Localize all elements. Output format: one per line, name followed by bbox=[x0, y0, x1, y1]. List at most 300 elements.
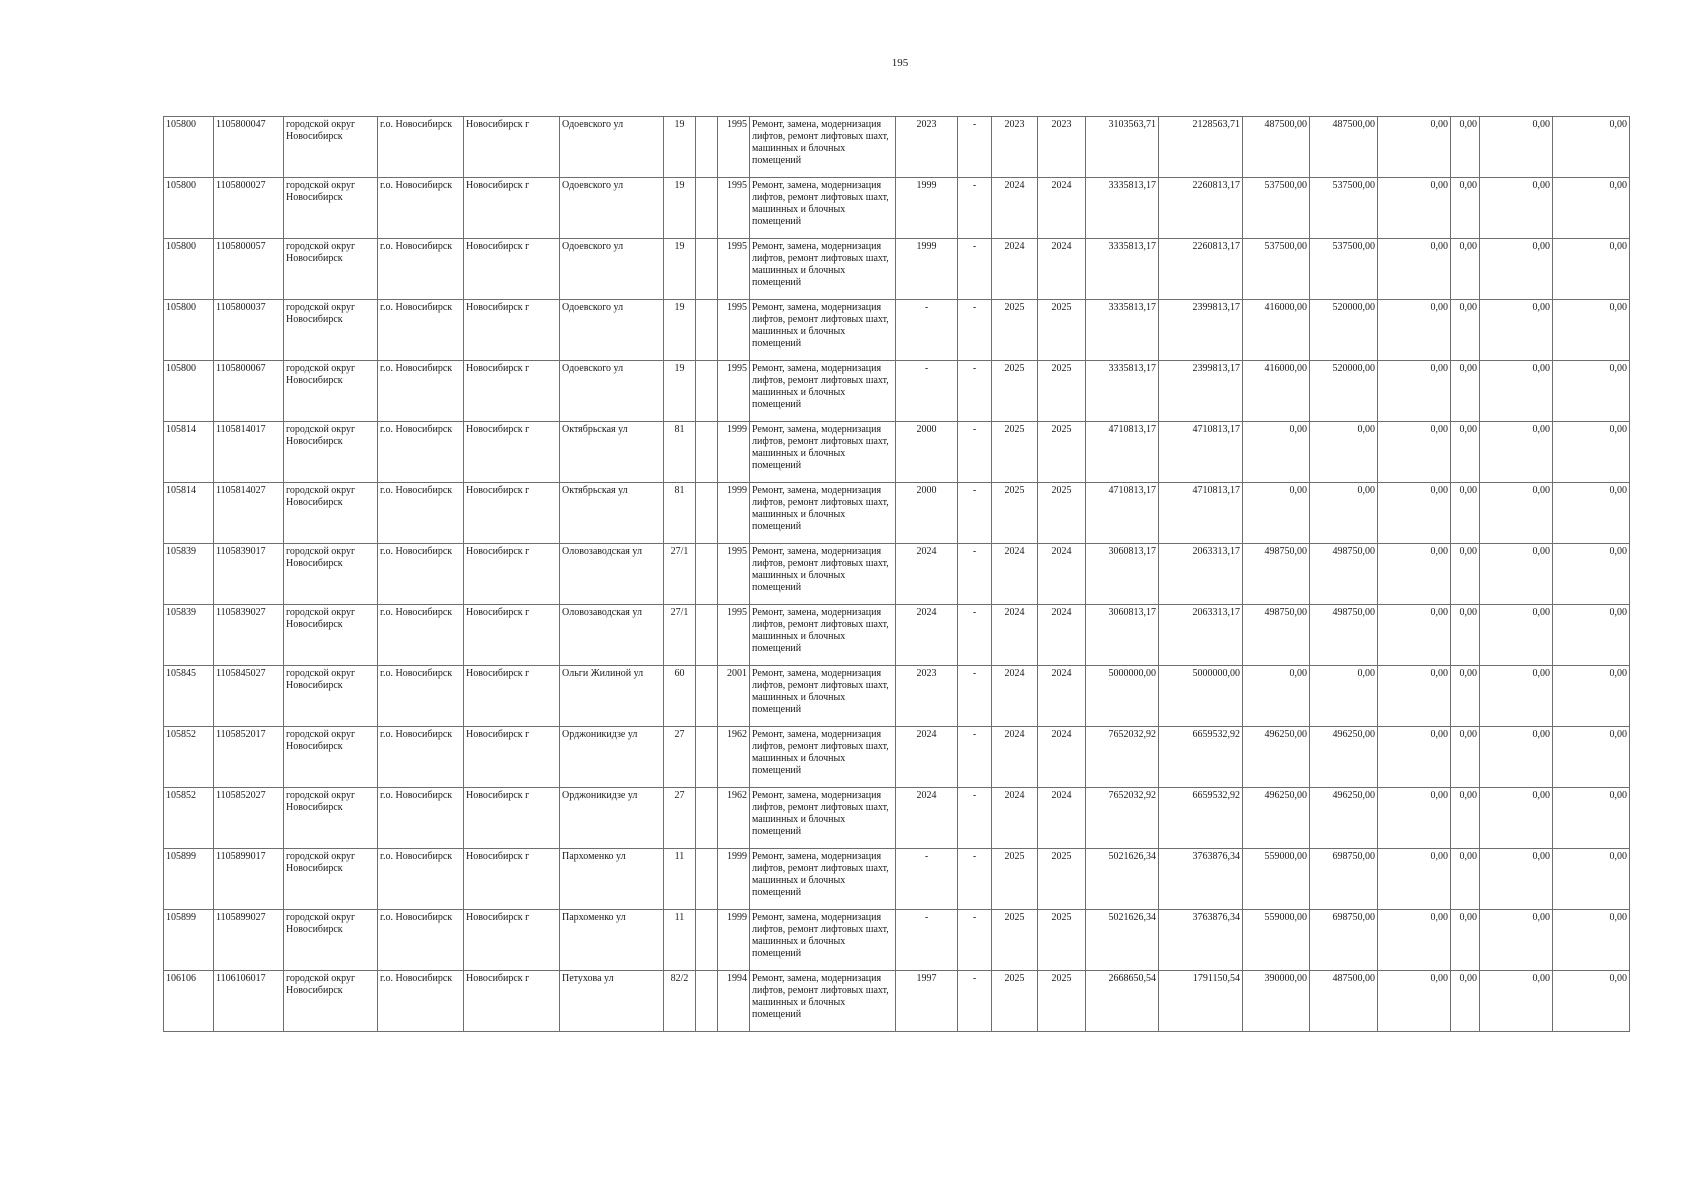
dash-cell: - bbox=[958, 910, 992, 971]
owner-cost-cell: 487500,00 bbox=[1310, 117, 1378, 178]
owner-cost-cell: 698750,00 bbox=[1310, 849, 1378, 910]
budget-cost-cell: 559000,00 bbox=[1243, 910, 1310, 971]
extra-cost-3-cell: 0,00 bbox=[1480, 849, 1553, 910]
settlement-cell: г.о. Новосибирск bbox=[378, 971, 464, 1032]
total-cost-cell: 2668650,54 bbox=[1086, 971, 1159, 1032]
dash-cell: - bbox=[958, 849, 992, 910]
plan-year-end-cell: 2025 bbox=[1038, 971, 1086, 1032]
budget-cost-cell: 498750,00 bbox=[1243, 544, 1310, 605]
last-repair-year-cell: - bbox=[896, 361, 958, 422]
construction-year-cell: 1999 bbox=[718, 483, 750, 544]
budget-cost-cell: 0,00 bbox=[1243, 483, 1310, 544]
house-number-cell: 60 bbox=[664, 666, 696, 727]
total-cost-cell: 5021626,34 bbox=[1086, 910, 1159, 971]
settlement-cell: г.о. Новосибирск bbox=[378, 361, 464, 422]
city-cell: Новосибирск г bbox=[464, 910, 560, 971]
extra-cost-1-cell: 0,00 bbox=[1378, 422, 1451, 483]
extra-cost-3-cell: 0,00 bbox=[1480, 422, 1553, 483]
plan-year-start-cell: 2025 bbox=[992, 483, 1038, 544]
extra-cost-4-cell: 0,00 bbox=[1553, 971, 1630, 1032]
plan-year-start-cell: 2024 bbox=[992, 727, 1038, 788]
last-repair-year-cell: 1999 bbox=[896, 178, 958, 239]
settlement-cell: г.о. Новосибирск bbox=[378, 788, 464, 849]
settlement-cell: г.о. Новосибирск bbox=[378, 544, 464, 605]
house-id-cell: 105800 bbox=[164, 300, 214, 361]
extra-cost-3-cell: 0,00 bbox=[1480, 300, 1553, 361]
table-row bbox=[164, 117, 1630, 178]
table-row bbox=[164, 361, 1630, 422]
owner-cost-cell: 496250,00 bbox=[1310, 788, 1378, 849]
dash-cell: - bbox=[958, 117, 992, 178]
building-cell bbox=[696, 117, 718, 178]
house-id-cell: 105899 bbox=[164, 910, 214, 971]
table-row bbox=[164, 483, 1630, 544]
plan-year-end-cell: 2025 bbox=[1038, 849, 1086, 910]
house-number-cell: 82/2 bbox=[664, 971, 696, 1032]
plan-year-end-cell: 2024 bbox=[1038, 727, 1086, 788]
municipality-cell: городской округ Новосибирск bbox=[284, 666, 378, 727]
work-description-cell: Ремонт, замена, модернизация лифтов, ремонт лифтовых шахт, машинных и блочных помещений bbox=[750, 544, 896, 605]
house-number-cell: 81 bbox=[664, 422, 696, 483]
construction-year-cell: 1995 bbox=[718, 178, 750, 239]
dash-cell: - bbox=[958, 239, 992, 300]
table-row bbox=[164, 849, 1630, 910]
construction-year-cell: 1999 bbox=[718, 910, 750, 971]
dash-cell: - bbox=[958, 422, 992, 483]
fund-cost-cell: 3763876,34 bbox=[1159, 849, 1243, 910]
house-number-cell: 27 bbox=[664, 788, 696, 849]
page-number: 195 bbox=[891, 57, 909, 69]
fund-cost-cell: 4710813,17 bbox=[1159, 483, 1243, 544]
building-cell bbox=[696, 361, 718, 422]
budget-cost-cell: 496250,00 bbox=[1243, 788, 1310, 849]
fund-cost-cell: 2260813,17 bbox=[1159, 178, 1243, 239]
table-row bbox=[164, 910, 1630, 971]
element-id-cell: 1105899017 bbox=[214, 849, 284, 910]
plan-year-start-cell: 2024 bbox=[992, 605, 1038, 666]
settlement-cell: г.о. Новосибирск bbox=[378, 605, 464, 666]
table-row bbox=[164, 178, 1630, 239]
dash-cell: - bbox=[958, 300, 992, 361]
plan-year-end-cell: 2024 bbox=[1038, 178, 1086, 239]
table-row bbox=[164, 422, 1630, 483]
plan-year-start-cell: 2024 bbox=[992, 666, 1038, 727]
extra-cost-3-cell: 0,00 bbox=[1480, 239, 1553, 300]
last-repair-year-cell: 1999 bbox=[896, 239, 958, 300]
last-repair-year-cell: 1997 bbox=[896, 971, 958, 1032]
house-number-cell: 11 bbox=[664, 849, 696, 910]
work-description-cell: Ремонт, замена, модернизация лифтов, ремонт лифтовых шахт, машинных и блочных помещений bbox=[750, 239, 896, 300]
table-row bbox=[164, 666, 1630, 727]
building-cell bbox=[696, 544, 718, 605]
house-id-cell: 105839 bbox=[164, 544, 214, 605]
plan-year-end-cell: 2025 bbox=[1038, 361, 1086, 422]
city-cell: Новосибирск г bbox=[464, 666, 560, 727]
work-description-cell: Ремонт, замена, модернизация лифтов, ремонт лифтовых шахт, машинных и блочных помещений bbox=[750, 117, 896, 178]
extra-cost-4-cell: 0,00 bbox=[1553, 178, 1630, 239]
municipality-cell: городской округ Новосибирск bbox=[284, 849, 378, 910]
element-id-cell: 1105800067 bbox=[214, 361, 284, 422]
plan-year-start-cell: 2025 bbox=[992, 422, 1038, 483]
street-cell: Пархоменко ул bbox=[560, 849, 664, 910]
extra-cost-1-cell: 0,00 bbox=[1378, 666, 1451, 727]
house-number-cell: 81 bbox=[664, 483, 696, 544]
plan-year-start-cell: 2025 bbox=[992, 849, 1038, 910]
street-cell: Октябрьская ул bbox=[560, 422, 664, 483]
owner-cost-cell: 498750,00 bbox=[1310, 544, 1378, 605]
budget-cost-cell: 496250,00 bbox=[1243, 727, 1310, 788]
budget-cost-cell: 487500,00 bbox=[1243, 117, 1310, 178]
extra-cost-3-cell: 0,00 bbox=[1480, 361, 1553, 422]
city-cell: Новосибирск г bbox=[464, 117, 560, 178]
budget-cost-cell: 416000,00 bbox=[1243, 300, 1310, 361]
last-repair-year-cell: 2000 bbox=[896, 483, 958, 544]
element-id-cell: 1105845027 bbox=[214, 666, 284, 727]
fund-cost-cell: 1791150,54 bbox=[1159, 971, 1243, 1032]
house-number-cell: 19 bbox=[664, 117, 696, 178]
extra-cost-2-cell: 0,00 bbox=[1451, 788, 1480, 849]
budget-cost-cell: 416000,00 bbox=[1243, 361, 1310, 422]
extra-cost-1-cell: 0,00 bbox=[1378, 605, 1451, 666]
total-cost-cell: 3060813,17 bbox=[1086, 544, 1159, 605]
building-cell bbox=[696, 788, 718, 849]
last-repair-year-cell: 2024 bbox=[896, 544, 958, 605]
budget-cost-cell: 0,00 bbox=[1243, 422, 1310, 483]
plan-year-start-cell: 2025 bbox=[992, 910, 1038, 971]
building-cell bbox=[696, 605, 718, 666]
extra-cost-2-cell: 0,00 bbox=[1451, 361, 1480, 422]
extra-cost-3-cell: 0,00 bbox=[1480, 971, 1553, 1032]
extra-cost-4-cell: 0,00 bbox=[1553, 849, 1630, 910]
extra-cost-4-cell: 0,00 bbox=[1553, 605, 1630, 666]
street-cell: Орджоникидзе ул bbox=[560, 788, 664, 849]
house-id-cell: 105800 bbox=[164, 239, 214, 300]
total-cost-cell: 5000000,00 bbox=[1086, 666, 1159, 727]
house-id-cell: 105800 bbox=[164, 178, 214, 239]
plan-year-start-cell: 2023 bbox=[992, 117, 1038, 178]
street-cell: Октябрьская ул bbox=[560, 483, 664, 544]
budget-cost-cell: 537500,00 bbox=[1243, 239, 1310, 300]
extra-cost-2-cell: 0,00 bbox=[1451, 422, 1480, 483]
city-cell: Новосибирск г bbox=[464, 178, 560, 239]
extra-cost-1-cell: 0,00 bbox=[1378, 727, 1451, 788]
fund-cost-cell: 2399813,17 bbox=[1159, 361, 1243, 422]
construction-year-cell: 1962 bbox=[718, 727, 750, 788]
house-id-cell: 105800 bbox=[164, 117, 214, 178]
settlement-cell: г.о. Новосибирск bbox=[378, 117, 464, 178]
construction-year-cell: 2001 bbox=[718, 666, 750, 727]
house-id-cell: 105839 bbox=[164, 605, 214, 666]
extra-cost-4-cell: 0,00 bbox=[1553, 910, 1630, 971]
city-cell: Новосибирск г bbox=[464, 300, 560, 361]
element-id-cell: 1105800057 bbox=[214, 239, 284, 300]
table-row bbox=[164, 727, 1630, 788]
table-row bbox=[164, 239, 1630, 300]
extra-cost-4-cell: 0,00 bbox=[1553, 483, 1630, 544]
house-number-cell: 11 bbox=[664, 910, 696, 971]
building-cell bbox=[696, 971, 718, 1032]
municipality-cell: городской округ Новосибирск bbox=[284, 483, 378, 544]
extra-cost-2-cell: 0,00 bbox=[1451, 605, 1480, 666]
construction-year-cell: 1999 bbox=[718, 422, 750, 483]
fund-cost-cell: 5000000,00 bbox=[1159, 666, 1243, 727]
construction-year-cell: 1995 bbox=[718, 117, 750, 178]
table-row bbox=[164, 788, 1630, 849]
settlement-cell: г.о. Новосибирск bbox=[378, 239, 464, 300]
extra-cost-3-cell: 0,00 bbox=[1480, 727, 1553, 788]
extra-cost-2-cell: 0,00 bbox=[1451, 849, 1480, 910]
extra-cost-3-cell: 0,00 bbox=[1480, 910, 1553, 971]
owner-cost-cell: 520000,00 bbox=[1310, 300, 1378, 361]
last-repair-year-cell: 2024 bbox=[896, 605, 958, 666]
street-cell: Ольги Жилиной ул bbox=[560, 666, 664, 727]
extra-cost-1-cell: 0,00 bbox=[1378, 178, 1451, 239]
extra-cost-4-cell: 0,00 bbox=[1553, 422, 1630, 483]
building-cell bbox=[696, 422, 718, 483]
last-repair-year-cell: - bbox=[896, 849, 958, 910]
extra-cost-2-cell: 0,00 bbox=[1451, 300, 1480, 361]
house-id-cell: 105899 bbox=[164, 849, 214, 910]
extra-cost-4-cell: 0,00 bbox=[1553, 666, 1630, 727]
element-id-cell: 1105839017 bbox=[214, 544, 284, 605]
fund-cost-cell: 6659532,92 bbox=[1159, 788, 1243, 849]
extra-cost-2-cell: 0,00 bbox=[1451, 117, 1480, 178]
street-cell: Одоевского ул bbox=[560, 300, 664, 361]
last-repair-year-cell: 2000 bbox=[896, 422, 958, 483]
budget-cost-cell: 0,00 bbox=[1243, 666, 1310, 727]
extra-cost-2-cell: 0,00 bbox=[1451, 239, 1480, 300]
construction-year-cell: 1994 bbox=[718, 971, 750, 1032]
plan-year-end-cell: 2025 bbox=[1038, 483, 1086, 544]
extra-cost-1-cell: 0,00 bbox=[1378, 971, 1451, 1032]
city-cell: Новосибирск г bbox=[464, 849, 560, 910]
building-cell bbox=[696, 239, 718, 300]
total-cost-cell: 3103563,71 bbox=[1086, 117, 1159, 178]
extra-cost-1-cell: 0,00 bbox=[1378, 117, 1451, 178]
building-cell bbox=[696, 483, 718, 544]
work-description-cell: Ремонт, замена, модернизация лифтов, ремонт лифтовых шахт, машинных и блочных помещений bbox=[750, 300, 896, 361]
owner-cost-cell: 0,00 bbox=[1310, 483, 1378, 544]
budget-cost-cell: 537500,00 bbox=[1243, 178, 1310, 239]
street-cell: Пархоменко ул bbox=[560, 910, 664, 971]
element-id-cell: 1105839027 bbox=[214, 605, 284, 666]
owner-cost-cell: 537500,00 bbox=[1310, 178, 1378, 239]
last-repair-year-cell: 2024 bbox=[896, 788, 958, 849]
budget-cost-cell: 559000,00 bbox=[1243, 849, 1310, 910]
city-cell: Новосибирск г bbox=[464, 544, 560, 605]
element-id-cell: 1105800027 bbox=[214, 178, 284, 239]
city-cell: Новосибирск г bbox=[464, 422, 560, 483]
budget-cost-cell: 390000,00 bbox=[1243, 971, 1310, 1032]
owner-cost-cell: 537500,00 bbox=[1310, 239, 1378, 300]
plan-year-end-cell: 2024 bbox=[1038, 605, 1086, 666]
extra-cost-3-cell: 0,00 bbox=[1480, 544, 1553, 605]
last-repair-year-cell: 2023 bbox=[896, 117, 958, 178]
last-repair-year-cell: 2024 bbox=[896, 727, 958, 788]
extra-cost-2-cell: 0,00 bbox=[1451, 971, 1480, 1032]
total-cost-cell: 3335813,17 bbox=[1086, 361, 1159, 422]
table-row bbox=[164, 544, 1630, 605]
extra-cost-1-cell: 0,00 bbox=[1378, 544, 1451, 605]
work-description-cell: Ремонт, замена, модернизация лифтов, ремонт лифтовых шахт, машинных и блочных помещений bbox=[750, 361, 896, 422]
fund-cost-cell: 6659532,92 bbox=[1159, 727, 1243, 788]
city-cell: Новосибирск г bbox=[464, 361, 560, 422]
municipality-cell: городской округ Новосибирск bbox=[284, 727, 378, 788]
building-cell bbox=[696, 910, 718, 971]
total-cost-cell: 7652032,92 bbox=[1086, 727, 1159, 788]
work-description-cell: Ремонт, замена, модернизация лифтов, ремонт лифтовых шахт, машинных и блочных помещений bbox=[750, 178, 896, 239]
plan-year-start-cell: 2024 bbox=[992, 178, 1038, 239]
plan-year-end-cell: 2024 bbox=[1038, 666, 1086, 727]
plan-year-start-cell: 2024 bbox=[992, 239, 1038, 300]
dash-cell: - bbox=[958, 178, 992, 239]
house-number-cell: 19 bbox=[664, 361, 696, 422]
settlement-cell: г.о. Новосибирск bbox=[378, 178, 464, 239]
total-cost-cell: 3060813,17 bbox=[1086, 605, 1159, 666]
construction-year-cell: 1995 bbox=[718, 605, 750, 666]
extra-cost-3-cell: 0,00 bbox=[1480, 117, 1553, 178]
construction-year-cell: 1962 bbox=[718, 788, 750, 849]
owner-cost-cell: 487500,00 bbox=[1310, 971, 1378, 1032]
house-id-cell: 105800 bbox=[164, 361, 214, 422]
street-cell: Орджоникидзе ул bbox=[560, 727, 664, 788]
house-number-cell: 27/1 bbox=[664, 544, 696, 605]
extra-cost-4-cell: 0,00 bbox=[1553, 300, 1630, 361]
house-number-cell: 19 bbox=[664, 178, 696, 239]
extra-cost-2-cell: 0,00 bbox=[1451, 727, 1480, 788]
total-cost-cell: 3335813,17 bbox=[1086, 178, 1159, 239]
last-repair-year-cell: - bbox=[896, 910, 958, 971]
extra-cost-1-cell: 0,00 bbox=[1378, 788, 1451, 849]
work-description-cell: Ремонт, замена, модернизация лифтов, ремонт лифтовых шахт, машинных и блочных помещений bbox=[750, 910, 896, 971]
house-number-cell: 19 bbox=[664, 239, 696, 300]
dash-cell: - bbox=[958, 727, 992, 788]
settlement-cell: г.о. Новосибирск bbox=[378, 483, 464, 544]
owner-cost-cell: 0,00 bbox=[1310, 666, 1378, 727]
extra-cost-3-cell: 0,00 bbox=[1480, 788, 1553, 849]
street-cell: Оловозаводская ул bbox=[560, 544, 664, 605]
extra-cost-1-cell: 0,00 bbox=[1378, 483, 1451, 544]
extra-cost-2-cell: 0,00 bbox=[1451, 483, 1480, 544]
construction-year-cell: 1999 bbox=[718, 849, 750, 910]
house-id-cell: 105814 bbox=[164, 422, 214, 483]
house-id-cell: 105814 bbox=[164, 483, 214, 544]
street-cell: Оловозаводская ул bbox=[560, 605, 664, 666]
table-row bbox=[164, 300, 1630, 361]
municipality-cell: городской округ Новосибирск bbox=[284, 178, 378, 239]
settlement-cell: г.о. Новосибирск bbox=[378, 849, 464, 910]
city-cell: Новосибирск г bbox=[464, 483, 560, 544]
house-id-cell: 106106 bbox=[164, 971, 214, 1032]
work-description-cell: Ремонт, замена, модернизация лифтов, ремонт лифтовых шахт, машинных и блочных помещений bbox=[750, 422, 896, 483]
municipality-cell: городской округ Новосибирск bbox=[284, 544, 378, 605]
total-cost-cell: 4710813,17 bbox=[1086, 483, 1159, 544]
plan-year-end-cell: 2024 bbox=[1038, 788, 1086, 849]
work-description-cell: Ремонт, замена, модернизация лифтов, ремонт лифтовых шахт, машинных и блочных помещений bbox=[750, 483, 896, 544]
settlement-cell: г.о. Новосибирск bbox=[378, 422, 464, 483]
extra-cost-4-cell: 0,00 bbox=[1553, 544, 1630, 605]
municipality-cell: городской округ Новосибирск bbox=[284, 117, 378, 178]
budget-cost-cell: 498750,00 bbox=[1243, 605, 1310, 666]
total-cost-cell: 3335813,17 bbox=[1086, 300, 1159, 361]
work-description-cell: Ремонт, замена, модернизация лифтов, ремонт лифтовых шахт, машинных и блочных помещений bbox=[750, 666, 896, 727]
plan-year-end-cell: 2025 bbox=[1038, 422, 1086, 483]
extra-cost-2-cell: 0,00 bbox=[1451, 544, 1480, 605]
house-number-cell: 19 bbox=[664, 300, 696, 361]
house-id-cell: 105852 bbox=[164, 788, 214, 849]
last-repair-year-cell: - bbox=[896, 300, 958, 361]
house-number-cell: 27/1 bbox=[664, 605, 696, 666]
extra-cost-1-cell: 0,00 bbox=[1378, 239, 1451, 300]
city-cell: Новосибирск г bbox=[464, 788, 560, 849]
street-cell: Петухова ул bbox=[560, 971, 664, 1032]
municipality-cell: городской округ Новосибирск bbox=[284, 605, 378, 666]
building-cell bbox=[696, 300, 718, 361]
last-repair-year-cell: 2023 bbox=[896, 666, 958, 727]
settlement-cell: г.о. Новосибирск bbox=[378, 910, 464, 971]
work-description-cell: Ремонт, замена, модернизация лифтов, ремонт лифтовых шахт, машинных и блочных помещений bbox=[750, 849, 896, 910]
house-id-cell: 105852 bbox=[164, 727, 214, 788]
street-cell: Одоевского ул bbox=[560, 117, 664, 178]
plan-year-start-cell: 2025 bbox=[992, 971, 1038, 1032]
plan-year-end-cell: 2025 bbox=[1038, 300, 1086, 361]
plan-year-end-cell: 2024 bbox=[1038, 544, 1086, 605]
municipality-cell: городской округ Новосибирск bbox=[284, 239, 378, 300]
municipality-cell: городской округ Новосибирск bbox=[284, 422, 378, 483]
extra-cost-1-cell: 0,00 bbox=[1378, 361, 1451, 422]
total-cost-cell: 4710813,17 bbox=[1086, 422, 1159, 483]
dash-cell: - bbox=[958, 361, 992, 422]
element-id-cell: 1105800037 bbox=[214, 300, 284, 361]
plan-year-start-cell: 2025 bbox=[992, 300, 1038, 361]
element-id-cell: 1105852017 bbox=[214, 727, 284, 788]
extra-cost-1-cell: 0,00 bbox=[1378, 849, 1451, 910]
extra-cost-4-cell: 0,00 bbox=[1553, 727, 1630, 788]
dash-cell: - bbox=[958, 971, 992, 1032]
dash-cell: - bbox=[958, 483, 992, 544]
dash-cell: - bbox=[958, 788, 992, 849]
work-description-cell: Ремонт, замена, модернизация лифтов, ремонт лифтовых шахт, машинных и блочных помещений bbox=[750, 788, 896, 849]
dash-cell: - bbox=[958, 666, 992, 727]
plan-year-start-cell: 2025 bbox=[992, 361, 1038, 422]
capital-repair-table bbox=[163, 116, 1630, 1032]
owner-cost-cell: 496250,00 bbox=[1310, 727, 1378, 788]
street-cell: Одоевского ул bbox=[560, 361, 664, 422]
building-cell bbox=[696, 849, 718, 910]
table-row bbox=[164, 605, 1630, 666]
owner-cost-cell: 520000,00 bbox=[1310, 361, 1378, 422]
total-cost-cell: 5021626,34 bbox=[1086, 849, 1159, 910]
work-description-cell: Ремонт, замена, модернизация лифтов, ремонт лифтовых шахт, машинных и блочных помещений bbox=[750, 971, 896, 1032]
municipality-cell: городской округ Новосибирск bbox=[284, 361, 378, 422]
building-cell bbox=[696, 727, 718, 788]
owner-cost-cell: 498750,00 bbox=[1310, 605, 1378, 666]
total-cost-cell: 7652032,92 bbox=[1086, 788, 1159, 849]
building-cell bbox=[696, 178, 718, 239]
plan-year-end-cell: 2025 bbox=[1038, 910, 1086, 971]
construction-year-cell: 1995 bbox=[718, 544, 750, 605]
plan-year-start-cell: 2024 bbox=[992, 544, 1038, 605]
extra-cost-1-cell: 0,00 bbox=[1378, 910, 1451, 971]
fund-cost-cell: 2260813,17 bbox=[1159, 239, 1243, 300]
construction-year-cell: 1995 bbox=[718, 361, 750, 422]
work-description-cell: Ремонт, замена, модернизация лифтов, ремонт лифтовых шахт, машинных и блочных помещений bbox=[750, 605, 896, 666]
extra-cost-3-cell: 0,00 bbox=[1480, 178, 1553, 239]
plan-year-end-cell: 2023 bbox=[1038, 117, 1086, 178]
house-number-cell: 27 bbox=[664, 727, 696, 788]
settlement-cell: г.о. Новосибирск bbox=[378, 300, 464, 361]
element-id-cell: 1105814017 bbox=[214, 422, 284, 483]
